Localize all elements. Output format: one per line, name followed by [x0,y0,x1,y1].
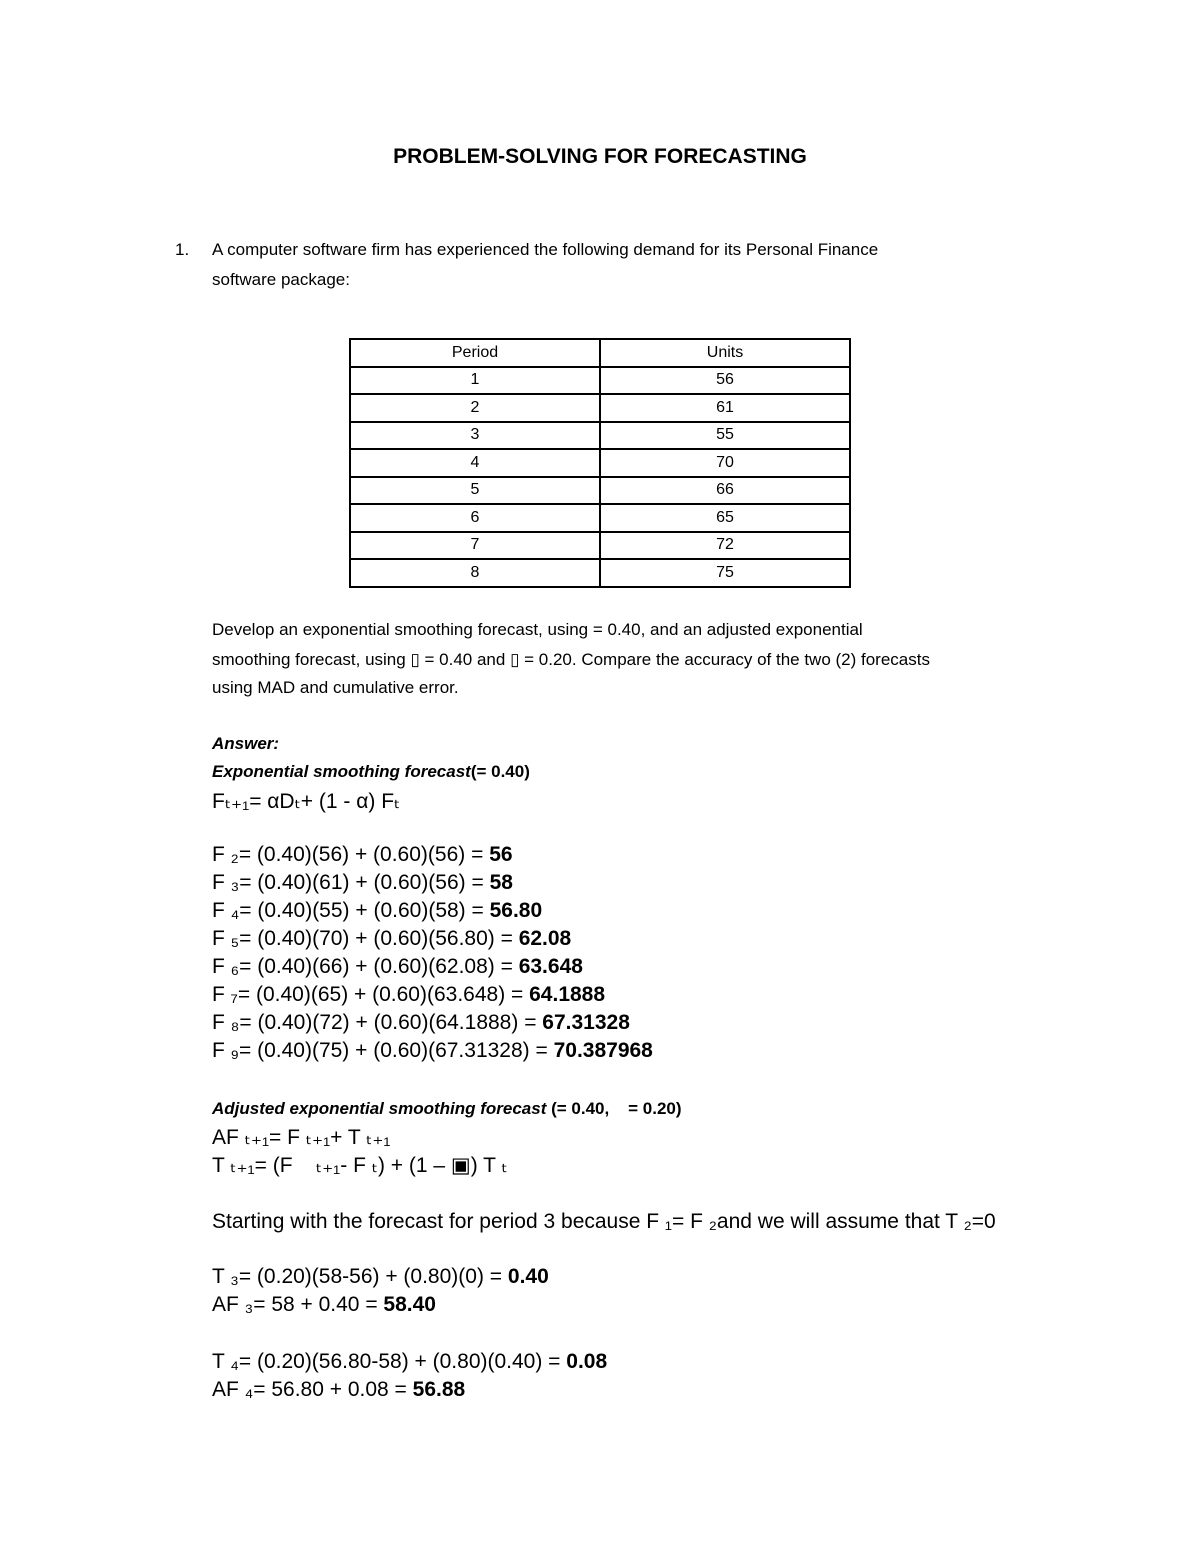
result: 56.88 [412,1378,466,1401]
table-row [350,532,850,560]
units-cell: 56 [600,367,850,395]
result: 56 [489,843,513,866]
equation: AF ₄= 56.80 + 0.08 = [212,1378,413,1401]
answer-label: Answer: [212,734,280,753]
adj-line-af3 [212,1293,436,1317]
result: 63.648 [518,955,583,978]
equation: F ₅= (0.40)(70) + (0.60)(56.80) = [212,927,519,950]
units-cell: 61 [600,394,850,422]
header-period: Period [350,339,600,367]
equation: F ₆= (0.40)(66) + (0.60)(62.08) = [212,955,519,978]
result: 0.08 [566,1350,608,1373]
units-cell: 75 [600,559,850,587]
units-cell: 72 [600,532,850,560]
period-cell: 4 [350,449,600,477]
table-row [350,449,850,477]
result: 64.1888 [529,983,606,1006]
equation: F ₄= (0.40)(55) + (0.60)(58) = [212,899,490,922]
adj-line-t4 [212,1350,607,1374]
question-line-1: A computer software firm has experienced the following demand for its Personal Finance [212,240,879,259]
exp-line-f9 [212,1039,653,1063]
table-row [350,477,850,505]
table-header-row [350,339,850,367]
result: 70.387968 [553,1039,653,1062]
exp-line-f4 [212,899,542,923]
instructions-line-3: using MAD and cumulative error. [212,678,459,697]
adj-line-af4 [212,1378,465,1402]
period-cell: 7 [350,532,600,560]
adj-note: Starting with the forecast for period 3 because F ₁= F ₂and we will assume that T ₂=0 [212,1210,996,1233]
exp-line-f7 [212,983,605,1007]
period-cell: 6 [350,504,600,532]
table-row [350,559,850,587]
exp-heading: Exponential smoothing forecast [212,762,471,781]
result: 62.08 [518,927,572,950]
result: 58 [489,871,513,894]
exp-param: (= 0.40) [470,762,530,781]
table-row [350,367,850,395]
result: 67.31328 [542,1011,630,1034]
table-row [350,504,850,532]
result: 0.40 [507,1265,549,1288]
period-cell: 3 [350,422,600,450]
adj-formula-t: T ₜ₊₁= (F ₜ₊₁- F ₜ) + (1 – ▣) T ₜ [212,1154,508,1177]
header-units: Units [600,339,850,367]
equation: F ₈= (0.40)(72) + (0.60)(64.1888) = [212,1011,543,1034]
exp-line-f5 [212,927,571,951]
result: 56.80 [489,899,543,922]
period-cell: 8 [350,559,600,587]
exp-line-f2 [212,843,513,867]
adj-heading: Adjusted exponential smoothing forecast [212,1099,547,1118]
equation: F ₂= (0.40)(56) + (0.60)(56) = [212,843,490,866]
units-cell: 70 [600,449,850,477]
equation: T ₃= (0.20)(58-56) + (0.80)(0) = [212,1265,508,1288]
period-cell: 1 [350,367,600,395]
page-title: PROBLEM-SOLVING FOR FORECASTING [393,145,807,168]
equation: F ₇= (0.40)(65) + (0.60)(63.648) = [212,983,530,1006]
equation: F ₉= (0.40)(75) + (0.60)(67.31328) = [212,1039,554,1062]
demand-table [349,338,851,588]
exp-line-f3 [212,871,513,895]
result: 58.40 [383,1293,436,1316]
table-row [350,394,850,422]
period-cell: 5 [350,477,600,505]
question-line-2: software package: [212,270,350,289]
adj-param: (= 0.40, = 0.20) [551,1099,682,1118]
adj-line-t3 [212,1265,549,1289]
table-row [350,422,850,450]
equation: T ₄= (0.20)(56.80-58) + (0.80)(0.40) = [212,1350,567,1373]
exp-line-f6 [212,955,583,979]
period-cell: 2 [350,394,600,422]
units-cell: 65 [600,504,850,532]
units-cell: 66 [600,477,850,505]
exp-line-f8 [212,1011,630,1035]
instructions-line-1: Develop an exponential smoothing forecast, using = 0.40, and an adjusted exponential [212,620,863,639]
equation: F ₃= (0.40)(61) + (0.60)(56) = [212,871,490,894]
question-number: 1. [175,240,190,259]
units-cell: 55 [600,422,850,450]
instructions-line-2: smoothing forecast, using ▯ = 0.40 and ▯ = 0.20. Compare the accuracy of the two (2) forecasts [212,650,930,669]
exp-heading-line [212,762,530,782]
adj-heading-line [212,1099,682,1119]
equation: AF ₃= 58 + 0.40 = [212,1293,384,1316]
exp-formula: Fₜ₊₁= αDₜ+ (1 - α) Fₜ [212,790,401,813]
adj-formula-af: AF ₜ₊₁= F ₜ₊₁+ T ₜ₊₁ [212,1126,391,1149]
